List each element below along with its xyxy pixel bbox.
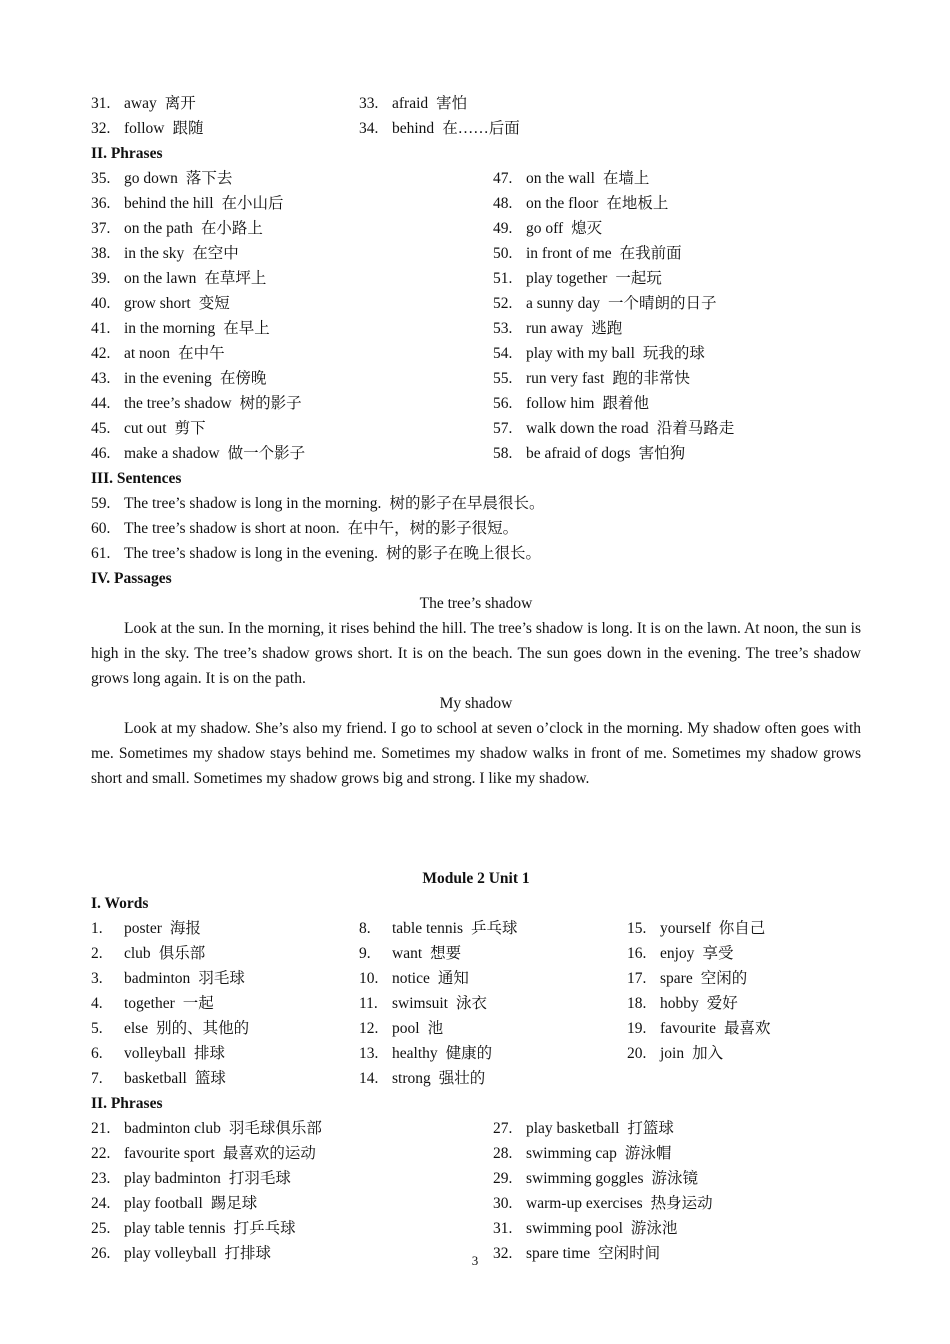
item-english: play volleyball (124, 1245, 217, 1262)
list-item (91, 1016, 359, 1041)
list-item (627, 941, 861, 966)
item-number: 31. (91, 95, 111, 112)
item-chinese: 乒乓球 (471, 920, 518, 937)
item-chinese: 健康的 (445, 1045, 493, 1062)
list-item (493, 316, 861, 341)
list-item (91, 991, 359, 1016)
item-chinese: 在空中 (192, 245, 239, 262)
item-english: play with my ball (526, 345, 635, 362)
list-item (493, 216, 861, 241)
item-english: the tree’s shadow (124, 395, 232, 412)
item-english: yourself (660, 920, 711, 937)
item-chinese: 在傍晚 (219, 370, 267, 387)
module-words-column-2 (359, 916, 627, 1091)
item-number: 37. (91, 220, 111, 237)
list-item (91, 216, 493, 241)
list-item (91, 1216, 493, 1241)
item-chinese: 强壮的 (438, 1070, 486, 1087)
document-page (91, 91, 861, 1266)
list-item (91, 291, 493, 316)
list-item (91, 316, 493, 341)
list-item (493, 241, 861, 266)
item-number: 6. (91, 1045, 103, 1062)
phrases-left-column (91, 166, 493, 466)
item-chinese: 害怕 (436, 95, 468, 112)
item-chinese: 在我前面 (619, 245, 682, 262)
item-number: 48. (493, 195, 513, 212)
item-chinese: 做一个影子 (227, 445, 306, 462)
item-chinese: 沿着马路走 (656, 420, 735, 437)
module-words-column-3 (627, 916, 861, 1091)
item-number: 49. (493, 220, 513, 237)
list-item (91, 541, 861, 566)
item-english: on the wall (526, 170, 595, 187)
passage-title-my-shadow: My shadow (439, 695, 513, 712)
passage-title-tree-shadow: The tree’s shadow (419, 595, 533, 612)
item-chinese: 游泳帽 (624, 1145, 672, 1162)
item-chinese: 通知 (437, 970, 469, 987)
list-item (91, 441, 493, 466)
item-number: 42. (91, 345, 111, 362)
item-chinese: 池 (427, 1020, 444, 1037)
phrases-right-column (493, 166, 861, 466)
list-item (493, 341, 861, 366)
item-number: 61. (91, 545, 111, 562)
list-item (91, 516, 861, 541)
item-chinese: 享受 (702, 945, 734, 962)
list-item (91, 116, 359, 141)
item-english: on the lawn (124, 270, 197, 287)
item-number: 45. (91, 420, 111, 437)
item-english: in front of me (526, 245, 612, 262)
item-chinese: 在……后面 (442, 120, 520, 137)
item-english: play basketball (526, 1120, 620, 1137)
words-left-column (91, 91, 359, 141)
item-number: 11. (359, 995, 378, 1012)
item-chinese: 剪下 (174, 420, 206, 437)
item-chinese: 落下去 (185, 170, 233, 187)
list-item (359, 941, 627, 966)
item-number: 60. (91, 520, 111, 537)
list-item (627, 991, 861, 1016)
list-item (91, 1066, 359, 1091)
item-english: join (660, 1045, 685, 1062)
item-number: 53. (493, 320, 513, 337)
item-number: 4. (91, 995, 103, 1012)
item-english: favourite sport (124, 1145, 215, 1162)
item-english: swimsuit (392, 995, 448, 1012)
item-number: 13. (359, 1045, 379, 1062)
list-item (91, 1191, 493, 1216)
list-item (493, 391, 861, 416)
list-item (493, 1191, 861, 1216)
list-item (627, 1041, 861, 1066)
item-number: 20. (627, 1045, 647, 1062)
item-number: 27. (493, 1120, 513, 1137)
item-number: 12. (359, 1020, 379, 1037)
list-item (627, 966, 861, 991)
item-number: 43. (91, 370, 111, 387)
list-item (493, 166, 861, 191)
item-chinese: 在中午，树的影子很短。 (347, 520, 519, 537)
item-english: walk down the road (526, 420, 649, 437)
item-number: 52. (493, 295, 513, 312)
item-number: 14. (359, 1070, 379, 1087)
list-item (91, 391, 493, 416)
item-chinese: 跟随 (172, 120, 204, 137)
item-number: 16. (627, 945, 647, 962)
item-english: The tree’s shadow is short at noon. (124, 520, 340, 537)
item-english: in the evening (124, 370, 212, 387)
item-english: together (124, 995, 175, 1012)
item-english: follow (124, 120, 165, 137)
item-chinese: 别的、其他的 (156, 1020, 250, 1037)
module-phrases-list (91, 1116, 861, 1266)
item-chinese: 游泳池 (630, 1220, 678, 1237)
item-number: 7. (91, 1070, 103, 1087)
item-number: 22. (91, 1145, 111, 1162)
item-chinese: 空闲的 (700, 970, 748, 987)
list-item (359, 116, 861, 141)
item-chinese: 羽毛球俱乐部 (228, 1120, 322, 1137)
item-english: spare (660, 970, 693, 987)
item-english: hobby (660, 995, 699, 1012)
item-english: behind the hill (124, 195, 214, 212)
item-number: 32. (493, 1245, 513, 1262)
item-number: 46. (91, 445, 111, 462)
item-number: 15. (627, 920, 647, 937)
item-chinese: 打排球 (224, 1245, 272, 1262)
item-english: spare time (526, 1245, 591, 1262)
words-right-column (359, 91, 861, 141)
item-chinese: 最喜欢的运动 (222, 1145, 316, 1162)
list-item (91, 341, 493, 366)
item-english: swimming pool (526, 1220, 623, 1237)
item-number: 29. (493, 1170, 513, 1187)
list-item (493, 1166, 861, 1191)
item-number: 24. (91, 1195, 111, 1212)
item-chinese: 离开 (164, 95, 196, 112)
item-chinese: 一个晴朗的日子 (608, 295, 717, 312)
list-item (627, 1016, 861, 1041)
item-chinese: 打羽毛球 (228, 1170, 291, 1187)
page-number: 3 (471, 1253, 479, 1268)
item-chinese: 泳衣 (455, 995, 487, 1012)
item-english: The tree’s shadow is long in the evening. (124, 545, 378, 562)
list-item (493, 1216, 861, 1241)
item-number: 40. (91, 295, 111, 312)
item-chinese: 打篮球 (627, 1120, 674, 1137)
words-continued (91, 91, 861, 141)
item-chinese: 树的影子在早晨很长。 (389, 495, 545, 512)
item-chinese: 在小山后 (221, 195, 284, 212)
item-number: 57. (493, 420, 513, 437)
item-number: 55. (493, 370, 513, 387)
item-chinese: 在草坪上 (204, 270, 267, 287)
item-chinese: 你自己 (718, 920, 766, 937)
item-chinese: 游泳镜 (651, 1170, 699, 1187)
module-title: Module 2 Unit 1 (422, 870, 530, 887)
sentences-heading: III. Sentences (91, 470, 182, 487)
item-chinese: 一起 (182, 995, 214, 1012)
item-chinese: 篮球 (194, 1070, 226, 1087)
item-number: 33. (359, 95, 379, 112)
item-number: 56. (493, 395, 513, 412)
item-number: 21. (91, 1120, 111, 1137)
list-item (91, 366, 493, 391)
item-english: in the sky (124, 245, 185, 262)
item-number: 38. (91, 245, 111, 262)
module-phrases-left-column (91, 1116, 493, 1266)
item-english: cut out (124, 420, 167, 437)
item-english: behind (392, 120, 435, 137)
list-item (91, 941, 359, 966)
item-english: favourite (660, 1020, 716, 1037)
list-item (91, 266, 493, 291)
item-chinese: 空闲时间 (598, 1245, 661, 1262)
item-number: 41. (91, 320, 111, 337)
item-number: 8. (359, 920, 371, 937)
item-english: want (392, 945, 423, 962)
item-chinese: 熄灭 (571, 220, 603, 237)
list-item (359, 1066, 627, 1091)
item-chinese: 树的影子 (239, 395, 302, 412)
phrases-heading: II. Phrases (91, 145, 163, 162)
item-number: 47. (493, 170, 513, 187)
item-chinese: 在中午 (178, 345, 225, 362)
item-english: run away (526, 320, 584, 337)
item-english: strong (392, 1070, 431, 1087)
list-item (91, 1166, 493, 1191)
item-english: go off (526, 220, 564, 237)
item-english: volleyball (124, 1045, 186, 1062)
item-chinese: 热身运动 (650, 1195, 713, 1212)
item-english: follow him (526, 395, 595, 412)
item-english: badminton (124, 970, 191, 987)
item-english: warm-up exercises (526, 1195, 643, 1212)
list-item (91, 491, 861, 516)
item-number: 32. (91, 120, 111, 137)
item-english: else (124, 1020, 149, 1037)
item-chinese: 跟着他 (602, 395, 649, 412)
list-item (493, 291, 861, 316)
passages-heading: IV. Passages (91, 570, 172, 587)
item-number: 10. (359, 970, 379, 987)
section-spacer (91, 791, 861, 841)
item-english: in the morning (124, 320, 216, 337)
item-chinese: 加入 (692, 1045, 724, 1062)
item-english: badminton club (124, 1120, 221, 1137)
item-english: table tennis (392, 920, 464, 937)
item-chinese: 羽毛球 (198, 970, 245, 987)
list-item (493, 441, 861, 466)
item-number: 23. (91, 1170, 111, 1187)
item-chinese: 在墙上 (602, 170, 650, 187)
item-number: 19. (627, 1020, 647, 1037)
item-chinese: 踢足球 (210, 1195, 258, 1212)
list-item (627, 916, 861, 941)
item-english: afraid (392, 95, 429, 112)
item-english: on the floor (526, 195, 599, 212)
list-item (91, 1041, 359, 1066)
list-item (493, 191, 861, 216)
item-english: swimming goggles (526, 1170, 644, 1187)
module-phrases-right-column (493, 1116, 861, 1266)
item-english: play football (124, 1195, 203, 1212)
item-chinese: 树的影子在晚上很长。 (385, 545, 541, 562)
list-item (359, 1041, 627, 1066)
item-english: notice (392, 970, 430, 987)
item-number: 26. (91, 1245, 111, 1262)
list-item (493, 266, 861, 291)
item-english: a sunny day (526, 295, 601, 312)
item-number: 5. (91, 1020, 103, 1037)
item-english: The tree’s shadow is long in the morning. (124, 495, 382, 512)
item-english: healthy (392, 1045, 438, 1062)
list-item (91, 966, 359, 991)
item-english: at noon (124, 345, 171, 362)
item-english: poster (124, 920, 162, 937)
item-number: 59. (91, 495, 111, 512)
item-english: play together (526, 270, 608, 287)
item-chinese: 变短 (198, 295, 230, 312)
list-item (359, 1016, 627, 1041)
item-english: run very fast (526, 370, 605, 387)
module-words-column-1 (91, 916, 359, 1091)
item-chinese: 一起玩 (615, 270, 662, 287)
item-english: play badminton (124, 1170, 221, 1187)
item-english: play table tennis (124, 1220, 226, 1237)
item-number: 50. (493, 245, 513, 262)
item-number: 25. (91, 1220, 111, 1237)
item-number: 18. (627, 995, 647, 1012)
item-chinese: 玩我的球 (642, 345, 705, 362)
item-chinese: 俱乐部 (158, 945, 206, 962)
list-item (91, 416, 493, 441)
item-english: away (124, 95, 157, 112)
item-number: 51. (493, 270, 513, 287)
item-english: pool (392, 1020, 420, 1037)
item-chinese: 想要 (430, 945, 462, 962)
item-english: make a shadow (124, 445, 220, 462)
item-number: 39. (91, 270, 111, 287)
item-number: 30. (493, 1195, 513, 1212)
list-item (493, 1116, 861, 1141)
item-chinese: 爱好 (706, 995, 738, 1012)
item-english: club (124, 945, 151, 962)
item-english: on the path (124, 220, 193, 237)
list-item (91, 916, 359, 941)
item-english: be afraid of dogs (526, 445, 631, 462)
item-number: 2. (91, 945, 103, 962)
item-number: 1. (91, 920, 103, 937)
list-item (359, 916, 627, 941)
list-item (91, 191, 493, 216)
phrases-list (91, 166, 861, 466)
list-item (493, 416, 861, 441)
module-phrases-heading: II. Phrases (91, 1095, 163, 1112)
item-chinese: 在地板上 (606, 195, 669, 212)
item-number: 17. (627, 970, 647, 987)
passage-text-my-shadow: Look at my shadow. She’s also my friend. I go to school at seven o’clock in the morning. My shadow often goes with me. Sometimes my shadow stays behind me. Sometimes my shadow walks in front of me. Sometimes my shadow grows short and small. Sometimes my shadow grows big and strong. I like my shadow. (91, 720, 861, 787)
item-number: 28. (493, 1145, 513, 1162)
sentences-list (91, 491, 861, 566)
item-english: basketball (124, 1070, 187, 1087)
item-number: 58. (493, 445, 513, 462)
list-item (359, 991, 627, 1016)
item-number: 54. (493, 345, 513, 362)
item-english: swimming cap (526, 1145, 617, 1162)
item-number: 44. (91, 395, 111, 412)
list-item (91, 166, 493, 191)
item-number: 35. (91, 170, 111, 187)
item-number: 36. (91, 195, 111, 212)
item-number: 34. (359, 120, 379, 137)
item-number: 9. (359, 945, 371, 962)
item-number: 3. (91, 970, 103, 987)
module-words-heading: I. Words (91, 895, 149, 912)
item-chinese: 打乒乓球 (233, 1220, 296, 1237)
list-item (493, 366, 861, 391)
item-chinese: 排球 (194, 1045, 226, 1062)
item-chinese: 逃跑 (591, 320, 623, 337)
list-item (493, 1141, 861, 1166)
list-item (91, 1116, 493, 1141)
item-number: 31. (493, 1220, 513, 1237)
passage-text-tree-shadow: Look at the sun. In the morning, it rises behind the hill. The tree’s shadow is long. It is on the lawn. At noon, the sun is high in the sky. The tree’s shadow grows short. It is on the beach. The sun goes down in the evening. The tree’s shadow grows long again. It is on the path. (91, 620, 861, 687)
list-item (359, 91, 861, 116)
module-words-list (91, 916, 861, 1091)
item-english: enjoy (660, 945, 695, 962)
item-chinese: 海报 (169, 920, 201, 937)
item-chinese: 在早上 (223, 320, 270, 337)
list-item (359, 966, 627, 991)
list-item (91, 241, 493, 266)
list-item (91, 1141, 493, 1166)
item-chinese: 最喜欢 (723, 1020, 771, 1037)
item-english: go down (124, 170, 178, 187)
item-chinese: 害怕狗 (638, 445, 686, 462)
item-chinese: 在小路上 (200, 220, 263, 237)
list-item (91, 91, 359, 116)
item-chinese: 跑的非常快 (612, 370, 690, 387)
item-english: grow short (124, 295, 191, 312)
